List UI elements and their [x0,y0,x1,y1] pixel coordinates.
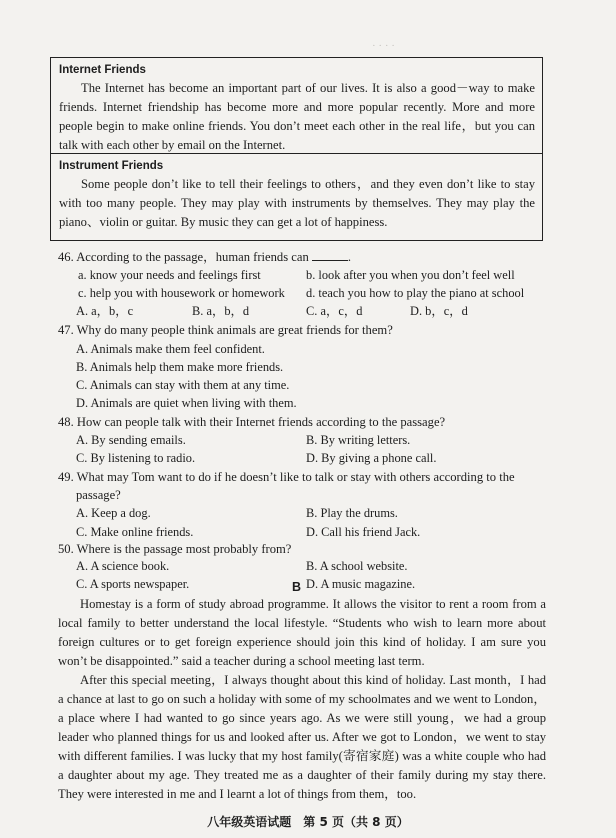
passage-b-paragraph-1: Homestay is a form of study abroad programme. It allows the visitor to rent a room from a local family to better understand the local lifestyle. “Students who wish to learn more about foreign cultures or to get foreign experience should join this kind of holiday. I am sure you won’t be disappointed.” said a teacher during a school meeting last term. [58,597,546,668]
question-46-period: . [347,250,352,264]
internet-friends-box [51,58,542,154]
question-50-stem: 50. Where is the passage most probably from? [58,542,292,556]
q48-option-d: D. By giving a phone call. [306,451,437,465]
q48-option-b: B. By writing letters. [306,433,411,447]
question-46-stem: 46. According to the passage，human friends can [58,250,309,264]
bleed-through-text: · · · · [372,40,395,52]
q46-item-d: d. teach you how to play the piano at school [306,286,525,300]
internet-friends-text: The Internet has become an important part of our lives. It is also a good－way to make friends. Internet friendship has become more and more popular recently. More and more people begin to make online friends. You don’t meet each other in the real life，but you can talk with each other by email on the Internet. [59,81,535,152]
q50-option-a: A. A science book. [76,559,170,573]
q46-item-b: b. look after you when you don’t feel well [306,268,515,282]
q46-item-a: a. know your needs and feelings first [78,268,261,282]
section-b-heading: B [292,580,302,594]
question-48-stem: 48. How can people talk with their Internet friends according to the passage? [58,415,446,429]
question-47-stem: 47. Why do many people think animals are great friends for them? [58,323,393,337]
question-49-stem-cont: passage? [76,488,121,502]
q46-option-d: D. b，c，d [410,304,468,318]
q47-option-c: C. Animals can stay with them at any time. [76,378,290,392]
q48-option-a: A. By sending emails. [76,433,186,447]
q49-option-c: C. Make online friends. [76,525,194,539]
q47-option-a: A. Animals make them feel confident. [76,342,265,356]
answer-blank [312,250,348,261]
page-footer: 八年级英语试题 第 5 页（共 8 页） [207,815,409,829]
q49-option-a: A. Keep a dog. [76,506,151,520]
instrument-friends-text: Some people don’t like to tell their feelings to others，and they even don’t like to stay with too many people. They may play with instruments by themselves. They may play the piano、violin or guitar. By music they can get a lot of happiness. [59,177,535,229]
friends-info-boxes [50,57,543,241]
q50-option-c: C. A sports newspaper. [76,577,190,591]
q46-option-b: B. a，b，d [192,304,250,318]
q49-option-d: D. Call his friend Jack. [306,525,421,539]
passage-b-paragraph-2: After this special meeting，I always thought about this kind of holiday. Last month，I had a chance at last to go on such a holiday with some of my schoolmates and we went to London，a place where I had wanted to go since years ago. As we were still young，we had a group leader who planned things for us and looked after us. After we got to London，we went to stay with different families. I was lucky that my host family(寄宿家庭) was a white couple who had a daughter about my age. They treated me as a daughter of their family during my stay there. They were interested in me and I learnt a lot of things from them，too. [58,673,546,801]
q47-option-d: D. Animals are quiet when living with them. [76,396,297,410]
instrument-friends-title: Instrument Friends [59,160,164,172]
q46-option-a: A. a，b，c [76,304,134,318]
q49-option-b: B. Play the drums. [306,506,398,520]
instrument-friends-box [51,154,542,232]
q50-option-d: D. A music magazine. [306,577,416,591]
q46-item-c: c. help you with housework or homework [78,286,285,300]
q46-option-c: C. a，c，d [306,304,363,318]
question-49-stem: 49. What may Tom want to do if he doesn’t like to talk or stay with others according to the [58,470,515,484]
q47-option-b: B. Animals help them make more friends. [76,360,284,374]
internet-friends-title: Internet Friends [59,64,146,76]
q50-option-b: B. A school website. [306,559,408,573]
question-46 [58,248,351,266]
q48-option-c: C. By listening to radio. [76,451,196,465]
